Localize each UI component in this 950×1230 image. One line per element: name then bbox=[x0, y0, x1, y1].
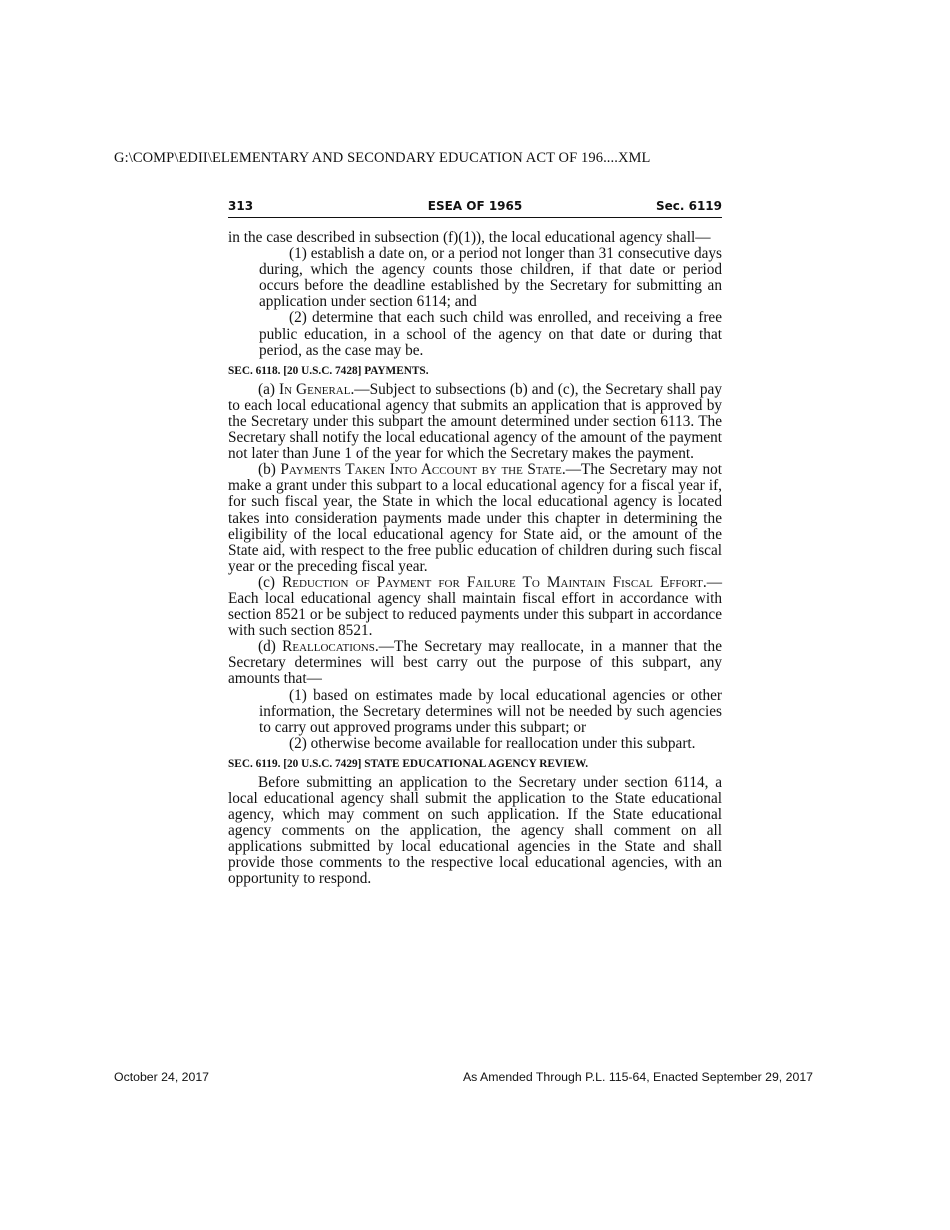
subsection-a bbox=[228, 382, 722, 462]
section-label: Sec. 6119 bbox=[655, 199, 722, 213]
subsection-text: —The Secretary may reallocate, in a manner that the Secretary determines will best carry out the purpose of this subpart, any amounts that— bbox=[228, 638, 722, 688]
subsection-label: (c) bbox=[258, 573, 283, 591]
subsection-b bbox=[228, 462, 722, 575]
subsection-caption: Reduction of Payment for Failure To Maintain Fiscal Effort. bbox=[282, 573, 707, 591]
subsection-c bbox=[228, 575, 722, 639]
paragraph: in the case described in subsection (f)(1)), the local educational agency shall— bbox=[228, 229, 711, 246]
list-item: (2) determine that each such child was enrolled, and receiving a free public education, in a school of the agency on that date or during that period, as the case may be. bbox=[259, 309, 722, 359]
document-body bbox=[228, 230, 722, 888]
list-item: (1) based on estimates made by local educational agencies or other information, the Secretary determines will not be needed by such agencies to carry out approved programs under this subpart; or bbox=[259, 686, 722, 736]
subsection-label: (b) bbox=[258, 461, 281, 479]
subsection-label: (d) bbox=[258, 638, 283, 656]
subsection-text: —The Secretary may not make a grant under this subpart to a local educational agency for a fiscal year if, for such fiscal year, the State in which the local educational agency is located takes into consideration payments made under this chapter in determining the eligibility of the local educational agency for State aid, or the amount of the State aid, with respect to the free public education of children during such fiscal year or the preceding fiscal year. bbox=[228, 461, 723, 575]
file-path: G:\COMP\EDII\ELEMENTARY AND SECONDARY EDUCATION ACT OF 196....XML bbox=[114, 150, 651, 166]
page-number: 313 bbox=[228, 199, 254, 213]
subsection-caption: In General. bbox=[278, 380, 355, 398]
subsection-text: —Each local educational agency shall maintain fiscal effort in accordance with section 8521 or be subject to reduced payments under this subpart in accordance with such section 8521. bbox=[228, 573, 722, 640]
subsection-caption: Payments Taken Into Account by the State. bbox=[280, 461, 566, 479]
running-head bbox=[228, 197, 722, 218]
section-heading-6118: SEC. 6118. [20 U.S.C. 7428] PAYMENTS. bbox=[228, 364, 429, 377]
page-title: ESEA OF 1965 bbox=[427, 199, 523, 213]
subsection-label: (a) bbox=[258, 380, 279, 398]
list-item: (1) establish a date on, or a period not longer than 31 consecutive days during, which the agency counts those children, if that date or period occurs before the deadline established by the Secretary for submitting an application under section 6114; and bbox=[259, 245, 722, 311]
subsection-text: —Subject to subsections (b) and (c), the Secretary shall pay to each local educational agency that submits an application that is approved by the Secretary under this subpart the amount determined under section 6113. The Secretary shall notify the local educational agency of the amount of the payment not later than June 1 of the year for which the Secretary makes the payment. bbox=[228, 380, 722, 463]
subsection-caption: Reallocations. bbox=[282, 638, 379, 656]
section-heading-6119: SEC. 6119. [20 U.S.C. 7429] STATE EDUCATIONAL AGENCY REVIEW. bbox=[228, 757, 589, 770]
footer-date: October 24, 2017 bbox=[114, 1070, 210, 1084]
footer-amended: As Amended Through P.L. 115-64, Enacted September 29, 2017 bbox=[462, 1070, 813, 1084]
paragraph: Before submitting an application to the Secretary under section 6114, a local educational agency shall submit the application to the State educational agency, which may comment on such application. If the State educational agency comments on the application, the agency shall comment on all applications submitted by local educational agencies in the State and shall provide those comments to the respective local educational agencies, with an opportunity to respond. bbox=[228, 773, 722, 888]
subsection-d bbox=[228, 639, 722, 687]
list-item: (2) otherwise become available for reallocation under this subpart. bbox=[289, 734, 696, 752]
